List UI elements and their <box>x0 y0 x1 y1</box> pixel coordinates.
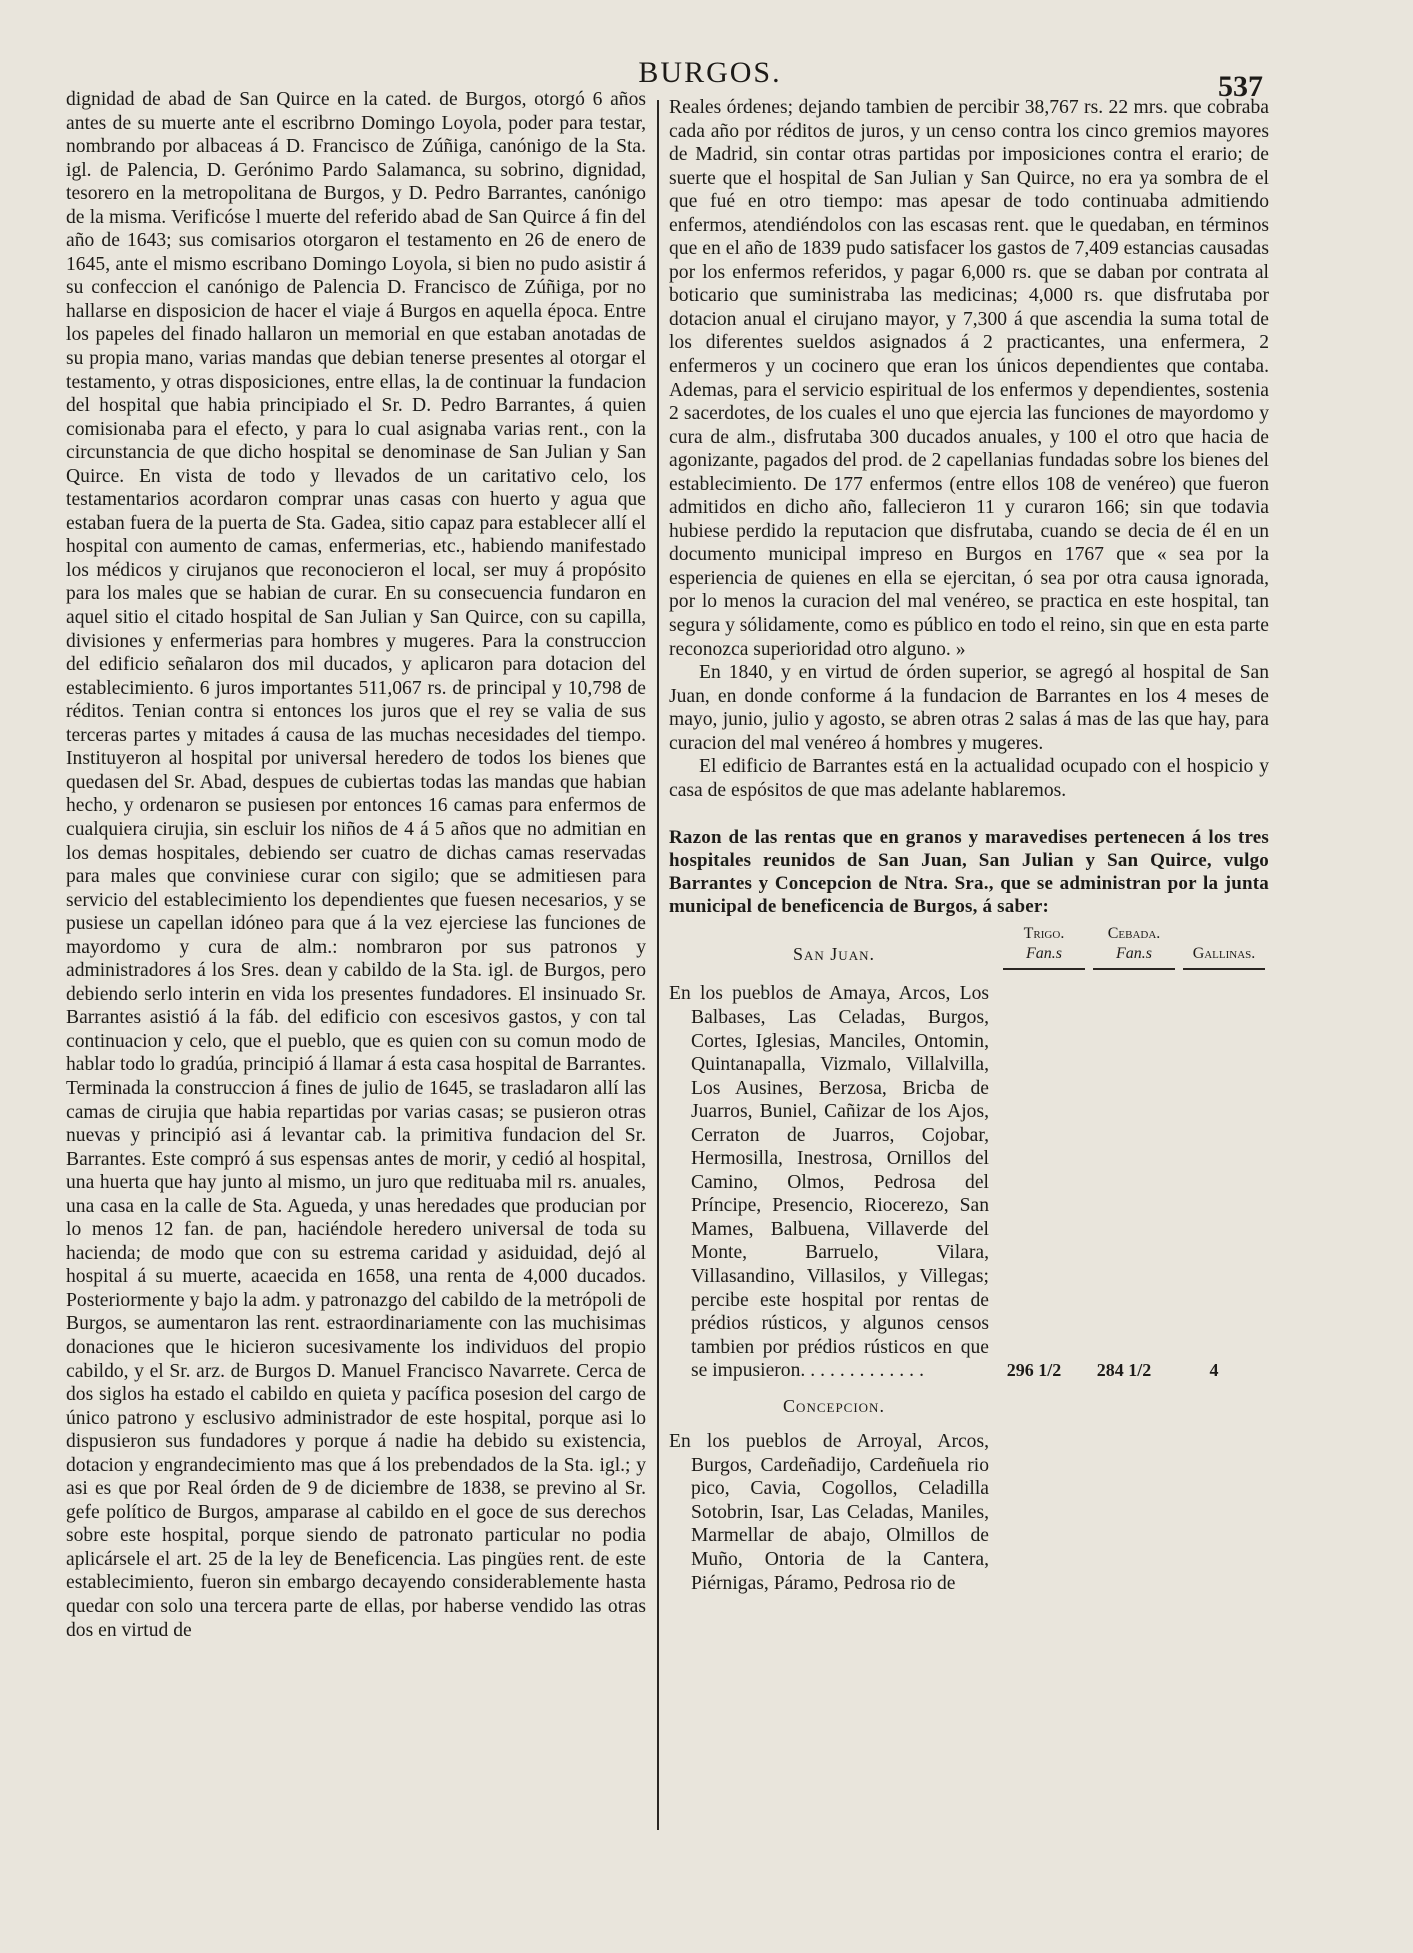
page-number: 537 <box>1218 70 1263 103</box>
section-san-juan: San Juan. <box>793 944 875 965</box>
rule-cebada <box>1093 968 1175 970</box>
running-head: BURGOS. <box>638 56 782 89</box>
right-column <box>669 96 1269 1595</box>
row-text-body: En los pueblos de Amaya, Arcos, Los Balbases, Las Celadas, Burgos, Cortes, Iglesias, Manciles, Ontomin, Quintanapalla, Vizmalo, Villalvilla, Los Ausines, Berzosa, Bricba de Juarros, Buniel, Cañizar de los Ajos, Cerraton de Juarros, Cojobar, Hermosilla, Inestrosa, Ornillos del Camino, Olmos, Pedrosa del Príncipe, Presencio, Riocerezo, San Mames, Balbuena, Villaverde del Monte, Barruelo, Vilara, Villasandino, Villasilos, y Villegas; percibe este hospital por rentas de prédios rústicos, y algunos censos tambien por prédios rústicos en que se impusieron. <box>669 983 989 1382</box>
rule-trigo <box>1003 968 1085 970</box>
section-concepcion: Concepcion. <box>783 1395 885 1416</box>
header-rules <box>669 968 1269 970</box>
left-column-text: dignidad de abad de San Quirce en la cated. de Burgos, otorgó 6 años antes de su muerte ante el escribrno Domingo Loyola, poder para testar, nombrando por albaceas á D. Francisco de Zúñiga, canónigo de la Sta. igl. de Palencia, D. Gerónimo Pardo Salamanca, su sobrino, dignidad, tesorero en la metropolitana de Burgos, y D. Pedro Barrantes, canónigo de la misma. Verificóse l muerte del referido abad de San Quirce á fin del año de 1643; sus comisarios otorgaron el testamento en 26 de enero de 1645, ante el mismo escribano Domingo Loyola, si bien no pudo asistir á su confeccion el canónigo de Palencia D. Francisco de Zúñiga, por no hallarse en disposicion de hacer el viaje á Burgos en aquella época. Entre los papeles del finado hallaron un memorial en que estaban anotadas de su propia mano, varias mandas que debian tenerse presentes al otorgar el testamento, y otras disposiciones, entre ellas, la de continuar la fundacion del hospital que habia principiado el Sr. D. Pedro Barrantes, á quien comisionaba para el efecto, y para lo cual asignaba varias rent., con la circunstancia de que dicho hospital se denominase de San Julian y San Quirce. En vista de todo y llevados de un caritativo celo, los testamentarios acordaron comprar unas casas con huerto y agua que estaban fuera de la puerta de Sta. Gadea, sitio capaz para establecer allí el hospital con aumento de camas, enfermerias, etc., habiendo manifestado los médicos y cirujanos que reconocieron el local, ser muy á propósito para los males que se habian de curar. En su consecuencia fundaron en aquel sitio el citado hospital de San Julian y San Quirce, con su capilla, divisiones y enfermerias para hombres y mugeres. Para la construccion del edificio señalaron dos mil ducados, y aplicaron para dotacion del establecimiento. 6 juros importantes 511,067 rs. de principal y 10,798 de réditos. Tenian contra si entonces los juros que el rey se valia de sus terceras partes y mitades á causa de las muchas necesidades del tiempo. Instituyeron al hospital por universal heredero de todos los bienes que quedasen del Sr. Abad, despues de cubiertas todas las mandas que habian hecho, y ordenaron se pusiesen por entonces 16 camas para enfermos de cualquiera cirujia, sin escluir los niños de 4 á 5 años que no admitian en los demas hospitales, debiendo ser cuatro de dichas camas reservadas para males que conviniese curar con sigilo; que se admitiesen para servicio del establecimiento los dependientes que fuesen necesarios, y se pusiese un capellan idóneo para que á la vez ejerciese las funciones de mayordomo y cura de alm.: nombraron por sus patronos y administradores á los Sres. dean y cabildo de la Sta. igl. de Burgos, pero debiendo serlo interin en vida los presentes fundadores. El insinuado Sr. Barrantes asistió á la fáb. del edificio con escesivos gastos, y con tal continuacion y celo, que el pueblo, que es quien con su comun modo de hablar todo lo gradúa, principió á llamar á esta casa hospital de Barrantes. Terminada la construccion á fines de julio de 1645, se trasladaron allí las camas de cirujia que habia repartidas por varias casas; se pusieron otras nuevas y principió asi á levantar cab. la primitiva fundacion del Sr. Barrantes. Este compró á sus espensas antes de morir, y cedió al hospital, una huerta que hay junto al mismo, un juro que redituaba mil rs. anuales, una casa en la calle de Sta. Agueda, y unas heredades que producian por lo menos 12 fan. de pan, haciéndole heredero universal de toda su hacienda; de modo que con su estrema caridad y asiduidad, dejó al hospital á su muerte, acaecida en 1658, una renta de 4,000 ducados. Posteriormente y bajo la adm. y patronazgo del cabildo de la metrópoli de Burgos, se aumentaron las rent. estraordinariamente con las muchisimas donaciones que le hicieron sucesivamente los individuos del propio cabildo, y el Sr. arz. de Burgos D. Manuel Francisco Navarrete. Cerca de dos siglos ha estado el cabildo en quieta y pacífica posesion del cargo de único patrono y esclusivo administrador de este hospital, porque asi lo dispusieron sus fundadores y porque á nadie ha debido su existencia, dotacion y engrandecimiento mas que á los prebendados de la Sta. igl.; y asi es que por Real órden de 9 de diciembre de 1838, se previno al Sr. gefe político de Burgos, amparase al cabildo en el goce de sus derechos sobre este hospital, porque siendo de patronato particular no podia aplicársele el art. 25 de la ley de Beneficencia. Las pingües rent. de este establecimiento, fueron sin embargo decayendo considerablemente hasta quedar con solo una tercera parte de ellas, por haberse vendido las otras dos en virtud de <box>66 89 646 1641</box>
col-cebada-label: Cebada. <box>1107 925 1161 943</box>
row-text <box>669 982 989 1382</box>
row-text: En los pueblos de Arroyal, Arcos, Burgos, Cardeñadijo, Cardeñuela rio pico, Cavia, Cogollos, Celadilla Sotobrin, Isar, Las Celadas, Maniles, Marmellar de abajo, Olmillos de Muño, Ontoria de la Cantera, Piérnigas, Páramo, Pedrosa rio de <box>669 1431 989 1594</box>
right-paragraph-3: El edificio de Barrantes está en la actualidad ocupado con el hospicio y casa de espósitos de que mas adelante hablaremos. <box>669 756 1269 801</box>
column-divider <box>657 100 659 1830</box>
table-header <box>669 924 1269 964</box>
col-trigo-unit: Fan.s <box>1026 945 1062 963</box>
row-gallinas-value: 4 <box>1209 1360 1219 1381</box>
row-leader: ............ <box>810 1360 929 1382</box>
col-cebada <box>1089 924 1179 964</box>
row-cebada-value: 284 1/2 <box>1096 1360 1152 1381</box>
rule-gallinas <box>1183 968 1265 970</box>
row-trigo-value: 296 1/2 <box>1006 1360 1062 1381</box>
left-column <box>66 88 646 1642</box>
col-gallinas-label: Gallinas. <box>1192 945 1256 963</box>
right-paragraph-2: En 1840, y en virtud de órden superior, se agregó al hospital de San Juan, en donde conforme á la fundacion de Barrantes en los 4 meses de mayo, junio, julio y agosto, se abren otras 2 salas á mas de las que hay, para curacion del mal venéreo á hombres y mugeres. <box>669 662 1269 754</box>
right-paragraph-1: Reales órdenes; dejando tambien de percibir 38,767 rs. 22 mrs. que cobraba cada año por réditos de juros, y un censo contra los cinco gremios mayores de Madrid, sin contar otras partidas por imposiciones contra el erario; de suerte que el hospital de San Julian y San Quirce, no era ya sombra de el que fué en otro tiempo: mas apesar de todo continuaba admitiendo enfermos, atendiéndolos con las escasas rent. que le quedaban, en términos que en el año de 1839 pudo satisfacer los gastos de 7,409 estancias causadas por los enfermos referidos, y pagar 6,000 rs. que se daban por contrata al boticario que suministraba las medicinas; 4,000 rs. que disfrutaba por dotacion anual el cirujano mayor, y 7,300 á que ascendia la suma total de los diferentes sueldos asignados á 2 practicantes, una enfermera, 2 enfermeros y un cocinero que eran los únicos dependientes que contaba. Ademas, para el servicio espiritual de los enfermos y dependientes, sostenia 2 sacerdotes, de los cuales el uno que ejercia las funciones de mayordomo y cura de alm., disfrutaba 300 ducados anuales, y 100 el otro que hacia de agonizante, pagados del prod. de 2 capellanias fundadas sobre los bienes del establecimiento. De 177 enfermos (entre ellos 108 de venéreo) que fueron admitidos en dicho año, fallecieron 11 y curaron 166; sin que todavia hubiese perdido la reputacion que disfrutaba, cuando se decia de él en un documento municipal impreso en Burgos en 1767 que « sea por la esperiencia de quienes en ella se ejercitan, ó sea por otra causa ignorada, por lo menos la curacion del mal venéreo, se practica en este hospital, tan segura y sólidamente, como es público en todo el reino, sin que en esta parte reconozca superioridad otro alguno. » <box>669 97 1269 660</box>
table-row <box>669 982 1269 1382</box>
table-title <box>669 826 1269 918</box>
col-trigo <box>999 924 1089 964</box>
col-gallinas <box>1179 944 1269 964</box>
table-title-rest: pertenecen á los tres hospitales reunidos de San Juan, San Julian y San Quirce, vulgo Barrantes y Concepcion de Ntra. Sra., que se administran por la junta municipal de beneficencia de Burgos, á saber: <box>669 827 1270 918</box>
table-row <box>669 1430 1269 1595</box>
col-trigo-label: Trigo. <box>1023 925 1065 943</box>
col-cebada-unit: Fan.s <box>1116 945 1152 963</box>
table-title-first: Razon de las rentas que en granos y maravedises <box>669 827 1088 849</box>
